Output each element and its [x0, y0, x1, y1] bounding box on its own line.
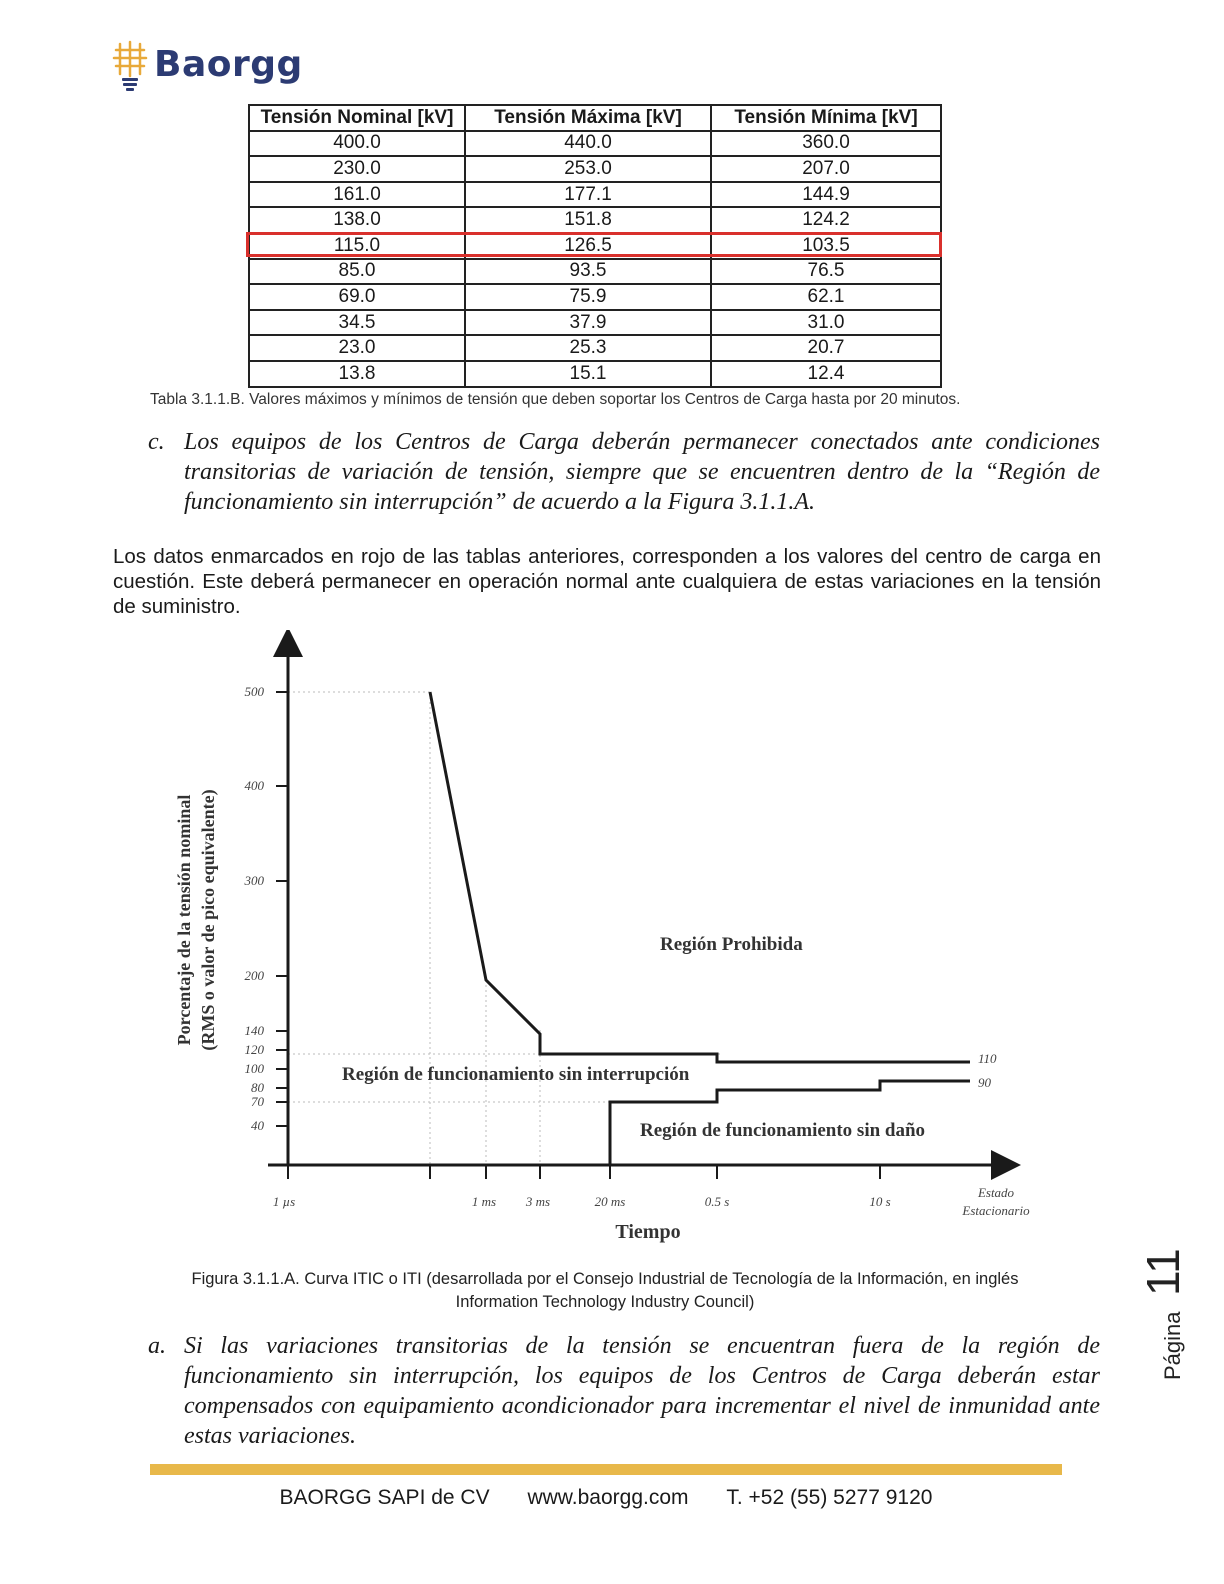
- y-tick-label: 140: [244, 1023, 264, 1038]
- cell-maxima: 177.1: [465, 182, 711, 208]
- list-marker-c: c.: [148, 429, 165, 455]
- cell-minima: 76.5: [711, 259, 941, 285]
- x-axis-label: Tiempo: [615, 1221, 681, 1243]
- cell-maxima: 93.5: [465, 259, 711, 285]
- highlight-frame: [246, 232, 942, 257]
- y-tick-label: 300: [244, 873, 264, 888]
- table-row: [249, 310, 941, 336]
- cell-minima: 103.5: [711, 233, 941, 259]
- footer: [150, 1486, 1062, 1510]
- table-row: [249, 131, 941, 157]
- footer-phone: T. +52 (55) 5277 9120: [726, 1486, 933, 1509]
- cell-maxima: 151.8: [465, 207, 711, 233]
- y-tick-label: 100: [244, 1061, 264, 1076]
- table-header-row: [249, 105, 941, 131]
- cell-nominal: 161.0: [249, 182, 465, 208]
- x-tick-label: 1 µs: [272, 1194, 296, 1209]
- figure-caption: [140, 1268, 1070, 1314]
- cell-nominal: 13.8: [249, 361, 465, 387]
- table-caption: Tabla 3.1.1.B. Valores máximos y mínimos de tensión que deben soportar los Centros de Carga hasta por 20 minutos.: [150, 391, 961, 408]
- cell-nominal: 230.0: [249, 156, 465, 182]
- header-maxima: Tensión Máxima [kV]: [465, 105, 711, 131]
- cell-nominal: 115.0: [249, 233, 465, 259]
- brand-name: Baorgg: [154, 44, 303, 85]
- table-row: [249, 259, 941, 285]
- table-row: [249, 335, 941, 361]
- region-label-sin-interrupcion: Región de funcionamiento sin interrupción: [342, 1064, 690, 1085]
- footer-company: BAORGG SAPI de CV: [279, 1486, 490, 1509]
- page-number-label: [1132, 1240, 1192, 1380]
- cell-maxima: 126.5: [465, 233, 711, 259]
- y-tick-label: 200: [244, 968, 264, 983]
- cell-nominal: 85.0: [249, 259, 465, 285]
- x-tick-label: 0.5 s: [704, 1194, 730, 1209]
- cell-maxima: 25.3: [465, 335, 711, 361]
- list-marker-a: a.: [148, 1333, 166, 1359]
- paragraph-c: Los equipos de los Centros de Carga deberán permanecer conectados ante condiciones transitorias de variación de tensión, siempre que se encuentren dentro de la “Región de funcionamiento sin interrupción” de acuerdo a la Figura 3.1.1.A.: [184, 429, 1100, 515]
- region-label-sin-dano: Región de funcionamiento sin daño: [640, 1120, 926, 1141]
- lower-end-label: 90: [978, 1075, 991, 1090]
- lightbulb-circuit-icon: [110, 38, 150, 92]
- itic-curve-chart: [160, 630, 1060, 1250]
- upper-limit-curve: [430, 692, 970, 1062]
- table-row: [249, 361, 941, 387]
- y-axis-label-line1: Porcentaje de la tensión nominal: [174, 794, 194, 1046]
- cell-maxima: 440.0: [465, 131, 711, 157]
- y-tick-label: 500: [244, 684, 264, 699]
- cell-minima: 62.1: [711, 284, 941, 310]
- cell-nominal: 69.0: [249, 284, 465, 310]
- guide-lines: [288, 692, 720, 1165]
- cell-minima: 124.2: [711, 207, 941, 233]
- cell-nominal: 34.5: [249, 310, 465, 336]
- cell-maxima: 15.1: [465, 361, 711, 387]
- cell-maxima: 37.9: [465, 310, 711, 336]
- x-tick-label: 10 s: [869, 1194, 891, 1209]
- table-row: [249, 156, 941, 182]
- cell-minima: 360.0: [711, 131, 941, 157]
- cell-maxima: 253.0: [465, 156, 711, 182]
- cell-minima: 31.0: [711, 310, 941, 336]
- x-tick-label: Estado: [977, 1185, 1015, 1200]
- page-number: 11: [1137, 1248, 1189, 1296]
- cell-nominal: 400.0: [249, 131, 465, 157]
- x-tick-label: 20 ms: [594, 1194, 626, 1209]
- table-row: [249, 182, 941, 208]
- table-row: [249, 284, 941, 310]
- cell-minima: 20.7: [711, 335, 941, 361]
- y-tick-label: 70: [251, 1094, 264, 1109]
- y-tick-label: 120: [244, 1042, 264, 1057]
- cell-minima: 207.0: [711, 156, 941, 182]
- table-row: [249, 207, 941, 233]
- page-word: Página: [1160, 1311, 1185, 1380]
- paragraph-a: Si las variaciones transitorias de la tensión se encuentran fuera de la región de funcionamiento sin interrupción, los equipos de los Centros de Carga deberán estar compensados con equipamiento acondicionador para incrementar el nivel de inmunidad ante estas variaciones.: [184, 1333, 1100, 1449]
- x-tick-label: 1 ms: [471, 1194, 497, 1209]
- x-tick-label: 3 ms: [525, 1194, 551, 1209]
- footer-divider-bar: [150, 1464, 1062, 1475]
- y-axis-label-line2: (RMS o valor de pico equivalente): [198, 789, 218, 1051]
- region-label-prohibida: Región Prohibida: [660, 934, 803, 955]
- cell-nominal: 138.0: [249, 207, 465, 233]
- x-tick-marks: [288, 1165, 880, 1179]
- figure-caption-line1: Figura 3.1.1.A. Curva ITIC o ITI (desarrollada por el Consejo Industrial de Tecnología de la Información, en inglés: [191, 1270, 1019, 1288]
- cell-nominal: 23.0: [249, 335, 465, 361]
- cell-minima: 144.9: [711, 182, 941, 208]
- cell-minima: 12.4: [711, 361, 941, 387]
- x-tick-label: Estacionario: [962, 1203, 1030, 1218]
- body-paragraph: Los datos enmarcados en rojo de las tablas anteriores, corresponden a los valores del centro de carga en cuestión. Este deberá permanecer en operación normal ante cualquiera de estas variaciones en la tensión de suministro.: [113, 545, 1101, 618]
- header-nominal: Tensión Nominal [kV]: [249, 105, 465, 131]
- footer-website[interactable]: www.baorgg.com: [527, 1486, 689, 1509]
- y-tick-label: 40: [251, 1118, 264, 1133]
- y-tick-label: 80: [251, 1080, 264, 1095]
- cell-maxima: 75.9: [465, 284, 711, 310]
- figure-caption-line2: Information Technology Industry Council): [455, 1293, 755, 1311]
- y-tick-label: 400: [244, 778, 264, 793]
- header-minima: Tensión Mínima [kV]: [711, 105, 941, 131]
- upper-end-label: 110: [978, 1051, 997, 1066]
- brand-logo: [110, 38, 310, 94]
